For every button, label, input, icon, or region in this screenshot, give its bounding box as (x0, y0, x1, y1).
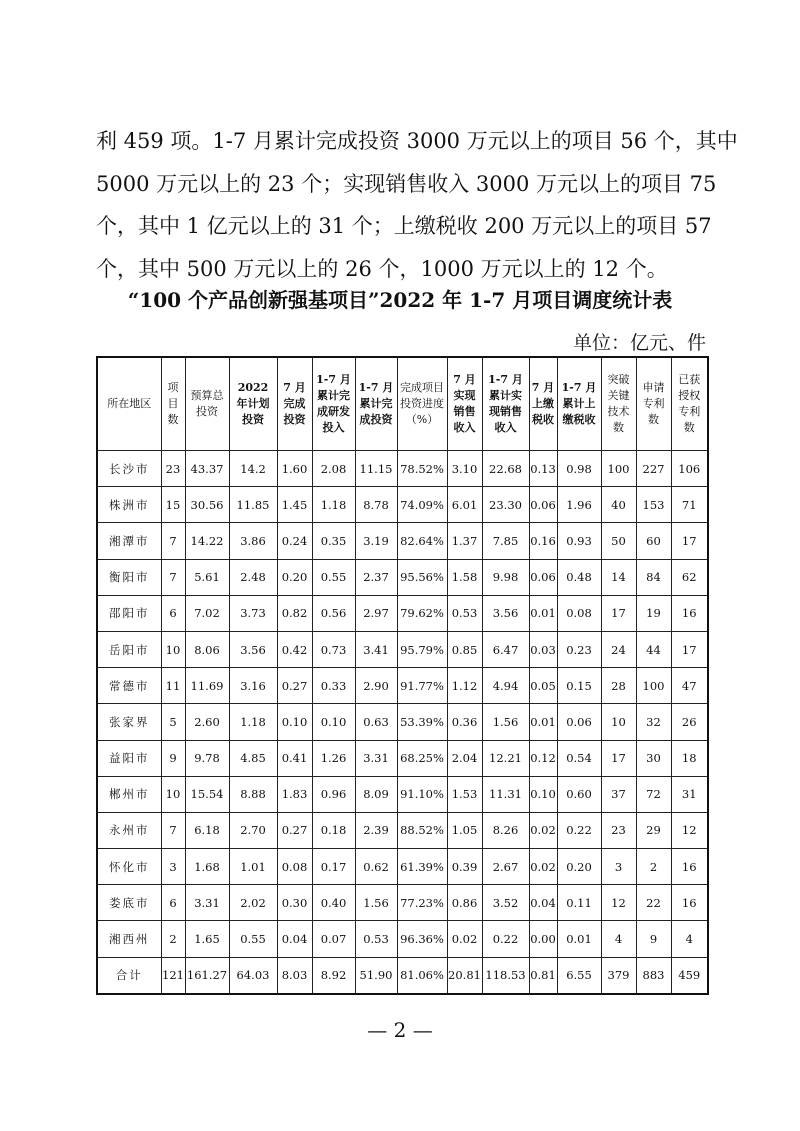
region-cell: 株洲市 (97, 487, 161, 523)
value-cell: 91.10% (397, 776, 447, 812)
value-cell: 62 (671, 559, 708, 595)
value-cell: 18 (671, 740, 708, 776)
value-cell: 5 (161, 704, 185, 740)
value-cell: 0.02 (447, 921, 482, 957)
table-header-row (97, 357, 708, 451)
value-cell: 0.08 (557, 595, 601, 631)
value-cell: 2.39 (355, 812, 397, 848)
value-cell: 12.21 (482, 740, 529, 776)
value-cell: 0.40 (312, 885, 355, 921)
value-cell: 17 (601, 595, 636, 631)
value-cell: 0.22 (482, 921, 529, 957)
value-cell: 1.18 (229, 704, 277, 740)
value-cell: 0.17 (312, 849, 355, 885)
value-cell: 6.18 (185, 812, 229, 848)
value-cell: 106 (671, 451, 708, 487)
value-cell: 0.10 (529, 776, 557, 812)
table-row (97, 885, 708, 921)
value-cell: 0.06 (529, 487, 557, 523)
value-cell: 0.55 (312, 559, 355, 595)
value-cell: 0.27 (277, 668, 312, 704)
value-cell: 9 (161, 740, 185, 776)
value-cell: 0.06 (529, 559, 557, 595)
value-cell: 0.62 (355, 849, 397, 885)
header-key-tech: 突破关键技术数 (601, 357, 636, 451)
value-cell: 22.68 (482, 451, 529, 487)
header-july-tax: 7 月上缴税收 (529, 357, 557, 451)
value-cell: 0.00 (529, 921, 557, 957)
value-cell: 6.47 (482, 631, 529, 667)
value-cell: 71 (671, 487, 708, 523)
paragraph-line: 利 459 项。1-7 月累计完成投资 3000 万元以上的项目 56 个，其中 (96, 129, 738, 153)
value-cell: 0.10 (277, 704, 312, 740)
value-cell: 7 (161, 812, 185, 848)
value-cell: 0.13 (529, 451, 557, 487)
value-cell: 2.67 (482, 849, 529, 885)
value-cell: 78.52% (397, 451, 447, 487)
value-cell: 68.25% (397, 740, 447, 776)
value-cell: 121 (161, 957, 185, 994)
value-cell: 0.56 (312, 595, 355, 631)
value-cell: 8.06 (185, 631, 229, 667)
value-cell: 84 (636, 559, 671, 595)
value-cell: 23.30 (482, 487, 529, 523)
value-cell: 17 (671, 523, 708, 559)
value-cell: 0.33 (312, 668, 355, 704)
table-row (97, 595, 708, 631)
value-cell: 3.10 (447, 451, 482, 487)
value-cell: 5.61 (185, 559, 229, 595)
value-cell: 30 (636, 740, 671, 776)
value-cell: 81.06% (397, 957, 447, 994)
value-cell: 11.31 (482, 776, 529, 812)
header-plan-2022: 2022 年计划投资 (229, 357, 277, 451)
value-cell: 0.12 (529, 740, 557, 776)
value-cell: 1.18 (312, 487, 355, 523)
value-cell: 3.16 (229, 668, 277, 704)
value-cell: 11.15 (355, 451, 397, 487)
value-cell: 3.19 (355, 523, 397, 559)
value-cell: 1.45 (277, 487, 312, 523)
value-cell: 43.37 (185, 451, 229, 487)
table-row (97, 487, 708, 523)
value-cell: 37 (601, 776, 636, 812)
header-rd-cumulative: 1-7 月累计完成研发投入 (312, 357, 355, 451)
value-cell: 0.36 (447, 704, 482, 740)
table-row (97, 631, 708, 667)
value-cell: 53.39% (397, 704, 447, 740)
table-title: “100 个产品创新强基项目”2022 年 1-7 月项目调度统计表 (127, 288, 673, 312)
value-cell: 1.12 (447, 668, 482, 704)
value-cell: 0.05 (529, 668, 557, 704)
value-cell: 16 (671, 885, 708, 921)
value-cell: 50 (601, 523, 636, 559)
value-cell: 1.01 (229, 849, 277, 885)
value-cell: 15 (161, 487, 185, 523)
value-cell: 82.64% (397, 523, 447, 559)
value-cell: 91.77% (397, 668, 447, 704)
value-cell: 8.26 (482, 812, 529, 848)
table-row (97, 704, 708, 740)
value-cell: 28 (601, 668, 636, 704)
value-cell: 74.09% (397, 487, 447, 523)
value-cell: 15.54 (185, 776, 229, 812)
value-cell: 0.93 (557, 523, 601, 559)
value-cell: 12 (601, 885, 636, 921)
paragraph-line: 个，其中 500 万元以上的 26 个，1000 万元以上的 12 个。 (96, 256, 668, 281)
body-paragraph (96, 120, 738, 290)
value-cell: 0.30 (277, 885, 312, 921)
value-cell: 3.31 (355, 740, 397, 776)
value-cell: 26 (671, 704, 708, 740)
value-cell: 0.22 (557, 812, 601, 848)
value-cell: 64.03 (229, 957, 277, 994)
value-cell: 9.98 (482, 559, 529, 595)
value-cell: 0.03 (529, 631, 557, 667)
value-cell: 0.54 (557, 740, 601, 776)
value-cell: 0.04 (277, 921, 312, 957)
value-cell: 2.02 (229, 885, 277, 921)
value-cell: 0.20 (557, 849, 601, 885)
value-cell: 0.23 (557, 631, 601, 667)
value-cell: 47 (671, 668, 708, 704)
value-cell: 0.35 (312, 523, 355, 559)
region-cell: 永州市 (97, 812, 161, 848)
value-cell: 4 (671, 921, 708, 957)
value-cell: 161.27 (185, 957, 229, 994)
value-cell: 60 (636, 523, 671, 559)
header-patent-applied: 申请专利数 (636, 357, 671, 451)
value-cell: 20.81 (447, 957, 482, 994)
value-cell: 3.73 (229, 595, 277, 631)
value-cell: 95.56% (397, 559, 447, 595)
value-cell: 2.08 (312, 451, 355, 487)
value-cell: 6 (161, 595, 185, 631)
paragraph-line: 5000 万元以上的 23 个；实现销售收入 3000 万元以上的项目 75 (96, 171, 717, 196)
value-cell: 8.88 (229, 776, 277, 812)
value-cell: 883 (636, 957, 671, 994)
value-cell: 4.94 (482, 668, 529, 704)
value-cell: 2.04 (447, 740, 482, 776)
value-cell: 379 (601, 957, 636, 994)
value-cell: 0.48 (557, 559, 601, 595)
value-cell: 12 (671, 812, 708, 848)
value-cell: 3 (161, 849, 185, 885)
value-cell: 14.22 (185, 523, 229, 559)
page-number: — 2 — (367, 1018, 433, 1042)
value-cell: 51.90 (355, 957, 397, 994)
value-cell: 3.56 (229, 631, 277, 667)
value-cell: 6 (161, 885, 185, 921)
value-cell: 11.69 (185, 668, 229, 704)
value-cell: 3.56 (482, 595, 529, 631)
value-cell: 459 (671, 957, 708, 994)
value-cell: 1.83 (277, 776, 312, 812)
value-cell: 0.86 (447, 885, 482, 921)
value-cell: 1.56 (355, 885, 397, 921)
value-cell: 0.27 (277, 812, 312, 848)
table-row (97, 776, 708, 812)
value-cell: 96.36% (397, 921, 447, 957)
value-cell: 2.90 (355, 668, 397, 704)
header-patent-granted: 已获授权专利数 (671, 357, 708, 451)
value-cell: 6.01 (447, 487, 482, 523)
value-cell: 3.52 (482, 885, 529, 921)
value-cell: 9.78 (185, 740, 229, 776)
value-cell: 61.39% (397, 849, 447, 885)
value-cell: 153 (636, 487, 671, 523)
value-cell: 31 (671, 776, 708, 812)
value-cell: 0.85 (447, 631, 482, 667)
value-cell: 29 (636, 812, 671, 848)
header-budget: 预算总投资 (185, 357, 229, 451)
value-cell: 0.53 (355, 921, 397, 957)
value-cell: 22 (636, 885, 671, 921)
header-region: 所在地区 (97, 357, 161, 451)
header-sales-cumulative: 1-7 月累计实现销售收入 (482, 357, 529, 451)
table-body (97, 451, 708, 994)
region-cell: 岳阳市 (97, 631, 161, 667)
value-cell: 17 (671, 631, 708, 667)
value-cell: 11.85 (229, 487, 277, 523)
region-cell: 常德市 (97, 668, 161, 704)
value-cell: 7.02 (185, 595, 229, 631)
value-cell: 14 (601, 559, 636, 595)
value-cell: 0.20 (277, 559, 312, 595)
header-project-count: 项目数 (161, 357, 185, 451)
table-row (97, 668, 708, 704)
value-cell: 0.01 (557, 921, 601, 957)
value-cell: 0.07 (312, 921, 355, 957)
value-cell: 3 (601, 849, 636, 885)
value-cell: 0.73 (312, 631, 355, 667)
value-cell: 227 (636, 451, 671, 487)
value-cell: 2.97 (355, 595, 397, 631)
table-row (97, 957, 708, 994)
value-cell: 0.04 (529, 885, 557, 921)
table-row (97, 523, 708, 559)
value-cell: 1.65 (185, 921, 229, 957)
header-tax-cumulative: 1-7 月累计上缴税收 (557, 357, 601, 451)
value-cell: 1.53 (447, 776, 482, 812)
value-cell: 23 (161, 451, 185, 487)
value-cell: 0.16 (529, 523, 557, 559)
unit-label: 单位：亿元、件 (572, 332, 706, 354)
value-cell: 1.96 (557, 487, 601, 523)
header-july-sales: 7 月实现销售收入 (447, 357, 482, 451)
table-row (97, 740, 708, 776)
value-cell: 11 (161, 668, 185, 704)
value-cell: 0.63 (355, 704, 397, 740)
value-cell: 0.18 (312, 812, 355, 848)
header-investment-cumulative: 1-7 月累计完成投资 (355, 357, 397, 451)
value-cell: 3.31 (185, 885, 229, 921)
value-cell: 77.23% (397, 885, 447, 921)
value-cell: 8.09 (355, 776, 397, 812)
value-cell: 100 (636, 668, 671, 704)
value-cell: 0.11 (557, 885, 601, 921)
value-cell: 40 (601, 487, 636, 523)
value-cell: 10 (161, 631, 185, 667)
value-cell: 88.52% (397, 812, 447, 848)
value-cell: 8.78 (355, 487, 397, 523)
value-cell: 7.85 (482, 523, 529, 559)
value-cell: 3.86 (229, 523, 277, 559)
value-cell: 17 (601, 740, 636, 776)
value-cell: 100 (601, 451, 636, 487)
value-cell: 3.41 (355, 631, 397, 667)
table-row (97, 451, 708, 487)
value-cell: 10 (161, 776, 185, 812)
region-cell: 湘西州 (97, 921, 161, 957)
value-cell: 1.05 (447, 812, 482, 848)
value-cell: 0.42 (277, 631, 312, 667)
value-cell: 4.85 (229, 740, 277, 776)
value-cell: 2.37 (355, 559, 397, 595)
value-cell: 14.2 (229, 451, 277, 487)
region-cell: 合计 (97, 957, 161, 994)
value-cell: 23 (601, 812, 636, 848)
value-cell: 0.01 (529, 595, 557, 631)
value-cell: 0.82 (277, 595, 312, 631)
header-july-investment: 7 月完成投资 (277, 357, 312, 451)
region-cell: 怀化市 (97, 849, 161, 885)
region-cell: 衡阳市 (97, 559, 161, 595)
value-cell: 32 (636, 704, 671, 740)
value-cell: 10 (601, 704, 636, 740)
region-cell: 湘潭市 (97, 523, 161, 559)
value-cell: 0.81 (529, 957, 557, 994)
region-cell: 长沙市 (97, 451, 161, 487)
value-cell: 2 (636, 849, 671, 885)
value-cell: 0.96 (312, 776, 355, 812)
region-cell: 邵阳市 (97, 595, 161, 631)
value-cell: 0.01 (529, 704, 557, 740)
value-cell: 79.62% (397, 595, 447, 631)
value-cell: 0.41 (277, 740, 312, 776)
value-cell: 0.10 (312, 704, 355, 740)
value-cell: 1.60 (277, 451, 312, 487)
region-cell: 娄底市 (97, 885, 161, 921)
value-cell: 2.70 (229, 812, 277, 848)
value-cell: 0.08 (277, 849, 312, 885)
value-cell: 6.55 (557, 957, 601, 994)
value-cell: 0.24 (277, 523, 312, 559)
value-cell: 0.39 (447, 849, 482, 885)
value-cell: 44 (636, 631, 671, 667)
value-cell: 1.58 (447, 559, 482, 595)
value-cell: 1.26 (312, 740, 355, 776)
value-cell: 72 (636, 776, 671, 812)
value-cell: 7 (161, 559, 185, 595)
table-row (97, 559, 708, 595)
value-cell: 8.92 (312, 957, 355, 994)
value-cell: 0.15 (557, 668, 601, 704)
value-cell: 0.55 (229, 921, 277, 957)
value-cell: 0.53 (447, 595, 482, 631)
value-cell: 2.60 (185, 704, 229, 740)
value-cell: 2.48 (229, 559, 277, 595)
region-cell: 郴州市 (97, 776, 161, 812)
value-cell: 7 (161, 523, 185, 559)
table-row (97, 921, 708, 957)
value-cell: 16 (671, 595, 708, 631)
value-cell: 118.53 (482, 957, 529, 994)
value-cell: 0.02 (529, 849, 557, 885)
region-cell: 益阳市 (97, 740, 161, 776)
paragraph-line: 个，其中 1 亿元以上的 31 个；上缴税收 200 万元以上的项目 57 (96, 214, 712, 238)
value-cell: 95.79% (397, 631, 447, 667)
value-cell: 16 (671, 849, 708, 885)
statistics-table (96, 356, 709, 995)
value-cell: 1.37 (447, 523, 482, 559)
value-cell: 2 (161, 921, 185, 957)
region-cell: 张家界 (97, 704, 161, 740)
value-cell: 0.60 (557, 776, 601, 812)
value-cell: 1.68 (185, 849, 229, 885)
header-progress: 完成项目投资进度（%） (397, 357, 447, 451)
value-cell: 9 (636, 921, 671, 957)
value-cell: 0.02 (529, 812, 557, 848)
value-cell: 8.03 (277, 957, 312, 994)
value-cell: 1.56 (482, 704, 529, 740)
value-cell: 0.98 (557, 451, 601, 487)
value-cell: 24 (601, 631, 636, 667)
value-cell: 0.06 (557, 704, 601, 740)
value-cell: 30.56 (185, 487, 229, 523)
table-row (97, 812, 708, 848)
value-cell: 4 (601, 921, 636, 957)
table-row (97, 849, 708, 885)
value-cell: 19 (636, 595, 671, 631)
